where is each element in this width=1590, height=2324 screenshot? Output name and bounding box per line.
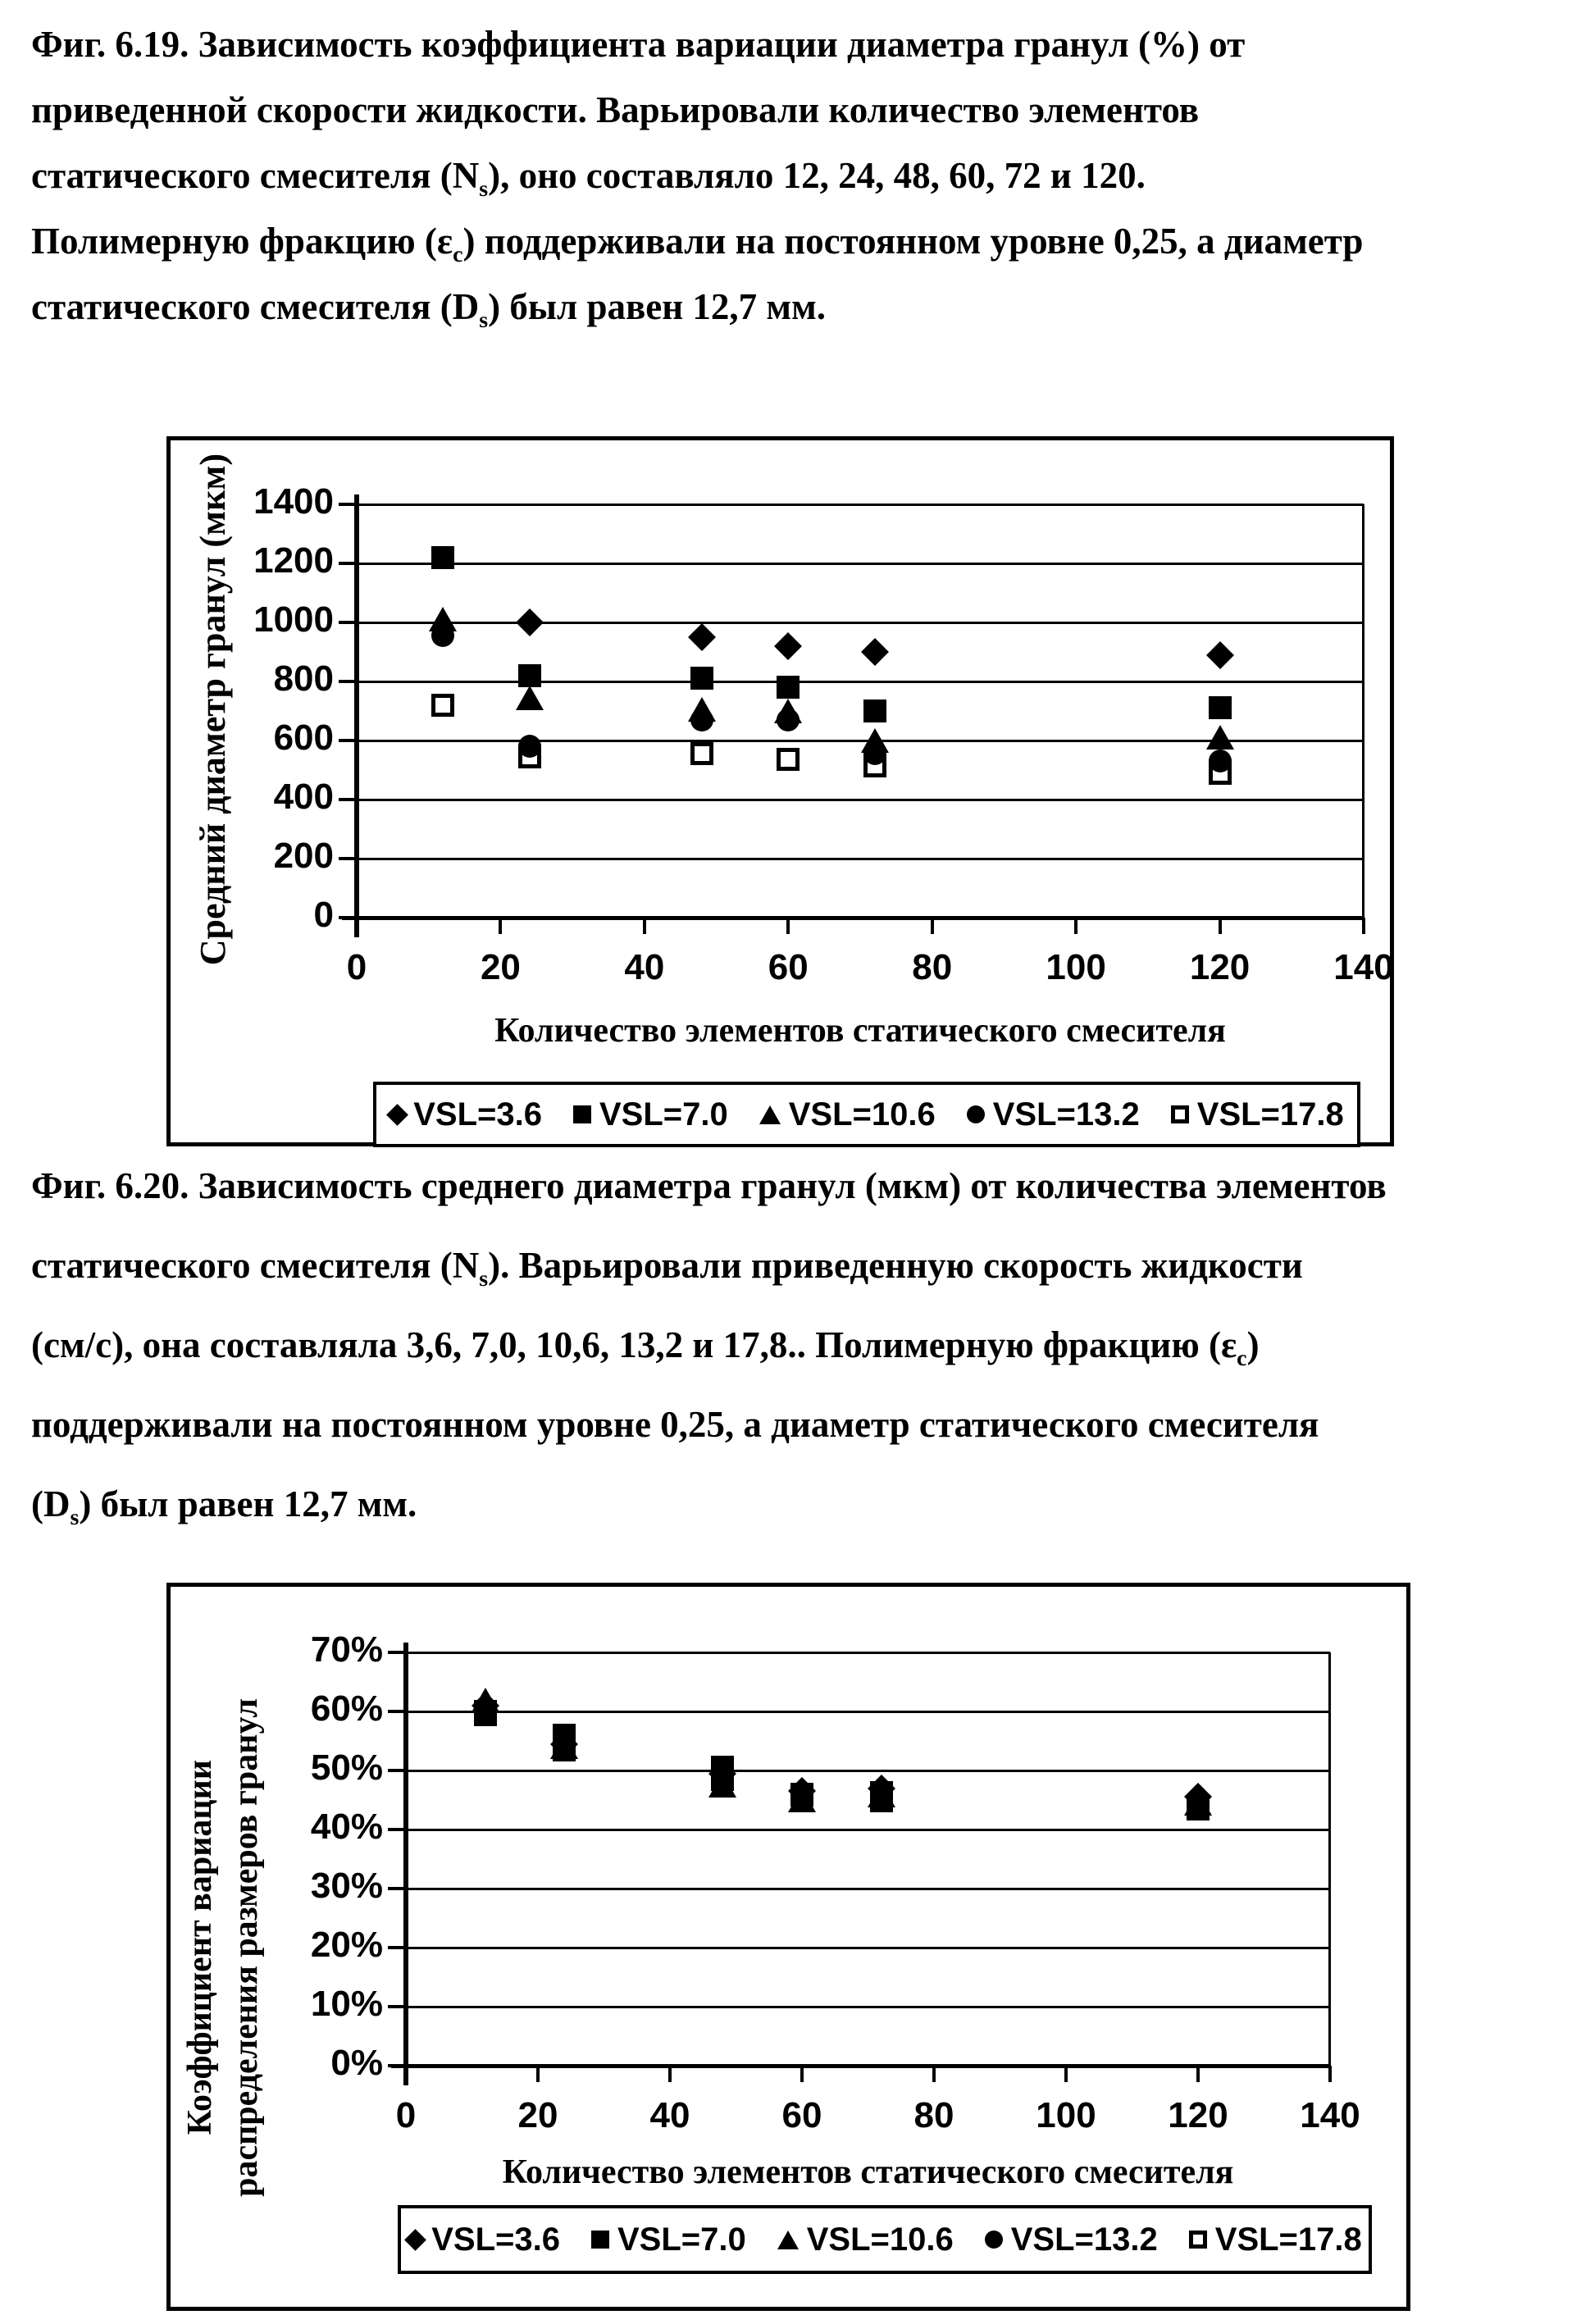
plot-right-border <box>1328 1652 1331 2066</box>
legend-label: VSL=17.8 <box>1214 2221 1362 2258</box>
legend-label: VSL=13.2 <box>1010 2221 1158 2258</box>
chart-mean-granule-diameter <box>166 436 1394 1146</box>
x-axis-tick <box>1196 2066 1200 2082</box>
caption-line: Фиг. 6.20. Зависимость среднего диаметра гранул (мкм) от количества элементов <box>31 1165 1387 1206</box>
data-point-VSL=10.6-triangle <box>516 686 544 710</box>
caption-line: Фиг. 6.19. Зависимость коэффициента вариации диаметра гранул (%) от <box>31 24 1246 65</box>
chart-variation-coefficient <box>166 1583 1410 2311</box>
y-tick-label: 800 <box>273 658 334 699</box>
legend-label: VSL=13.2 <box>992 1096 1140 1132</box>
gridline-y-1000 <box>357 622 1364 624</box>
gridline-y-800 <box>357 681 1364 683</box>
legend-item-square <box>573 1096 728 1133</box>
y-tick-label: 200 <box>273 836 334 876</box>
legend-label: VSL=7.0 <box>599 1096 728 1132</box>
x-axis-title: Количество элементов статического смесителя <box>494 1012 1226 1050</box>
x-tick-label: 120 <box>1189 947 1251 987</box>
data-point-VSL=7.0-square <box>518 664 541 687</box>
chart-legend <box>373 1082 1360 1147</box>
legend-marker-open-square <box>1189 2231 1207 2249</box>
figure-6-19-caption <box>31 11 1581 339</box>
data-point-VSL=10.6-triangle <box>429 607 457 631</box>
y-axis-line <box>403 1643 408 2085</box>
x-axis-tick <box>800 2066 804 2082</box>
y-tick-label: 70% <box>310 1629 383 1670</box>
legend-item-triangle <box>777 2221 954 2258</box>
caption-line: (см/с), она составляла 3,6, 7,0, 10,6, 13,2 и 17,8.. Полимерную фракцию $(\varepsilon_c)$ <box>31 1324 1260 1371</box>
x-tick-label: 40 <box>649 2095 690 2135</box>
legend-marker-diamond <box>386 1104 408 1126</box>
caption-line: поддерживали на постоянном уровне 0,25, а диаметр статического смесителя <box>31 1404 1319 1445</box>
legend-item-diamond <box>390 1096 542 1133</box>
y-tick-label: 1200 <box>253 540 334 581</box>
gridline-y-10 <box>406 2006 1330 2008</box>
data-point-VSL=17.8-open-square <box>690 742 713 765</box>
data-point-VSL=7.0-square <box>863 699 886 722</box>
legend-label: VSL=3.6 <box>413 1096 542 1132</box>
x-axis-tick <box>1362 918 1365 934</box>
y-axis-title-line: Средний диаметр гранул (мкм) <box>192 453 233 966</box>
legend-label: VSL=7.0 <box>617 2221 746 2258</box>
caption-line: Полимерную фракцию $(\varepsilon_c)$ поддерживали на постоянном уровне 0,25, а диаметр <box>31 221 1364 267</box>
y-tick-label: 1000 <box>253 599 334 640</box>
y-axis-title <box>174 1628 272 2267</box>
x-axis-tick <box>1219 918 1222 934</box>
data-point-VSL=3.6-diamond <box>1206 641 1234 669</box>
legend-item-diamond <box>408 2221 560 2258</box>
plot-area <box>253 481 1394 987</box>
x-tick-label: 60 <box>768 947 809 987</box>
gridline-y-20 <box>406 1947 1330 1949</box>
x-axis-tick <box>404 2066 408 2082</box>
caption-line: статического смесителя $(N_s)$, оно составляло 12, 24, 48, 60, 72 и 120. <box>31 155 1146 202</box>
caption-line: $(D_s)$ был равен 12,7 мм. <box>31 1483 417 1530</box>
legend-label: VSL=10.6 <box>806 2221 954 2258</box>
gridline-y-40 <box>406 1829 1330 1831</box>
y-tick-label: 0 <box>313 895 334 935</box>
y-tick-label: 1400 <box>253 481 334 522</box>
legend-label: VSL=17.8 <box>1196 1096 1344 1132</box>
data-point-VSL=3.6-diamond <box>688 623 716 651</box>
caption-line: статического смесителя $(N_s)$. Варьировали приведенную скорость жидкости <box>31 1245 1303 1292</box>
gridline-y-60 <box>406 1711 1330 1713</box>
y-tick-label: 60% <box>310 1688 383 1729</box>
y-tick-label: 50% <box>310 1748 383 1788</box>
data-point-VSL=13.2-circle <box>518 735 541 758</box>
legend-marker-circle <box>967 1105 985 1123</box>
data-point-VSL=10.6-triangle <box>774 699 802 723</box>
legend-label: VSL=3.6 <box>431 2221 560 2258</box>
y-tick-label: 30% <box>310 1866 383 1906</box>
gridline-y-30 <box>406 1888 1330 1890</box>
x-axis-tick <box>499 918 502 934</box>
y-tick-label: 10% <box>310 1984 383 2024</box>
data-point-VSL=7.0-square <box>1209 696 1232 719</box>
x-tick-label: 140 <box>1300 2095 1360 2135</box>
x-axis-tick <box>536 2066 540 2082</box>
gridline-y-200 <box>357 858 1364 860</box>
data-point-VSL=10.6-triangle <box>688 697 716 722</box>
legend-marker-open-square <box>1171 1105 1189 1123</box>
gridline-y-1400 <box>357 504 1364 506</box>
x-axis-tick <box>1064 2066 1068 2082</box>
x-axis-line <box>391 2064 1330 2068</box>
x-tick-label: 60 <box>781 2095 822 2135</box>
legend-marker-triangle <box>759 1105 781 1124</box>
legend-marker-triangle <box>777 2231 799 2249</box>
x-tick-label: 120 <box>1168 2095 1228 2135</box>
x-axis-line <box>342 916 1364 920</box>
x-tick-label: 0 <box>346 947 367 987</box>
gridline-y-70 <box>406 1652 1330 1654</box>
x-axis-tick <box>643 918 646 934</box>
legend-item-open-square <box>1189 2221 1362 2258</box>
gridline-y-1200 <box>357 563 1364 565</box>
data-point-VSL=10.6-triangle <box>861 728 889 753</box>
y-tick-label: 40% <box>310 1807 383 1847</box>
legend-item-circle <box>985 2221 1158 2258</box>
data-point-VSL=17.8-open-square <box>431 694 454 717</box>
x-axis-tick <box>786 918 790 934</box>
plot-right-border <box>1362 504 1364 918</box>
x-tick-label: 140 <box>1333 947 1394 987</box>
x-tick-label: 100 <box>1046 947 1106 987</box>
x-tick-label: 100 <box>1036 2095 1096 2135</box>
caption-line: приведенной скорости жидкости. Варьировали количество элементов <box>31 89 1200 130</box>
gridline-y-400 <box>357 799 1364 801</box>
data-point-VSL=7.0-square <box>690 667 713 690</box>
x-axis-tick <box>931 918 934 934</box>
y-axis-title-line-1: Коэффициент вариации <box>181 1760 219 2135</box>
x-axis-tick <box>1074 918 1077 934</box>
gridline-y-50 <box>406 1770 1330 1772</box>
data-point-VSL=3.6-diamond <box>516 608 544 636</box>
data-point-VSL=10.6-triangle <box>1206 725 1234 750</box>
x-axis-tick <box>355 918 358 934</box>
y-tick-label: 20% <box>310 1925 383 1965</box>
data-point-VSL=3.6-diamond <box>774 632 802 660</box>
y-tick-label: 0% <box>330 2043 383 2083</box>
plot-area <box>310 1629 1360 2135</box>
x-tick-label: 80 <box>913 2095 954 2135</box>
data-point-VSL=17.8-open-square <box>777 748 800 771</box>
data-point-VSL=7.0-square <box>431 546 454 569</box>
data-point-VSL=3.6-diamond <box>861 638 889 666</box>
legend-marker-circle <box>985 2231 1003 2249</box>
y-tick-label: 400 <box>273 777 334 817</box>
x-tick-label: 20 <box>517 2095 558 2135</box>
data-point-VSL=13.2-circle <box>1209 750 1232 772</box>
legend-marker-square <box>591 2231 609 2249</box>
x-axis-tick <box>932 2066 936 2082</box>
x-axis-tick <box>668 2066 672 2082</box>
x-tick-label: 40 <box>624 947 665 987</box>
x-tick-label: 0 <box>395 2095 417 2135</box>
figure-6-20-caption <box>31 1146 1581 1544</box>
x-axis-tick <box>1328 2066 1332 2082</box>
caption-line: статического смесителя $(D_s)$ был равен 12,7 мм. <box>31 286 826 333</box>
y-tick-label: 600 <box>273 718 334 758</box>
y-axis-title-line-2: распределения размеров гранул <box>227 1698 265 2197</box>
legend-marker-diamond <box>404 2229 426 2251</box>
legend-item-open-square <box>1171 1096 1344 1133</box>
y-axis-line <box>354 494 359 937</box>
legend-item-triangle <box>759 1096 936 1133</box>
data-point-VSL=7.0-square <box>777 676 800 699</box>
legend-marker-square <box>573 1105 591 1123</box>
chart-legend <box>398 2205 1372 2274</box>
legend-item-square <box>591 2221 746 2258</box>
x-tick-label: 80 <box>912 947 953 987</box>
legend-label: VSL=10.6 <box>788 1096 936 1132</box>
x-axis-title: Количество элементов статического смесителя <box>502 2153 1234 2191</box>
x-tick-label: 20 <box>480 947 521 987</box>
legend-item-circle <box>967 1096 1140 1133</box>
